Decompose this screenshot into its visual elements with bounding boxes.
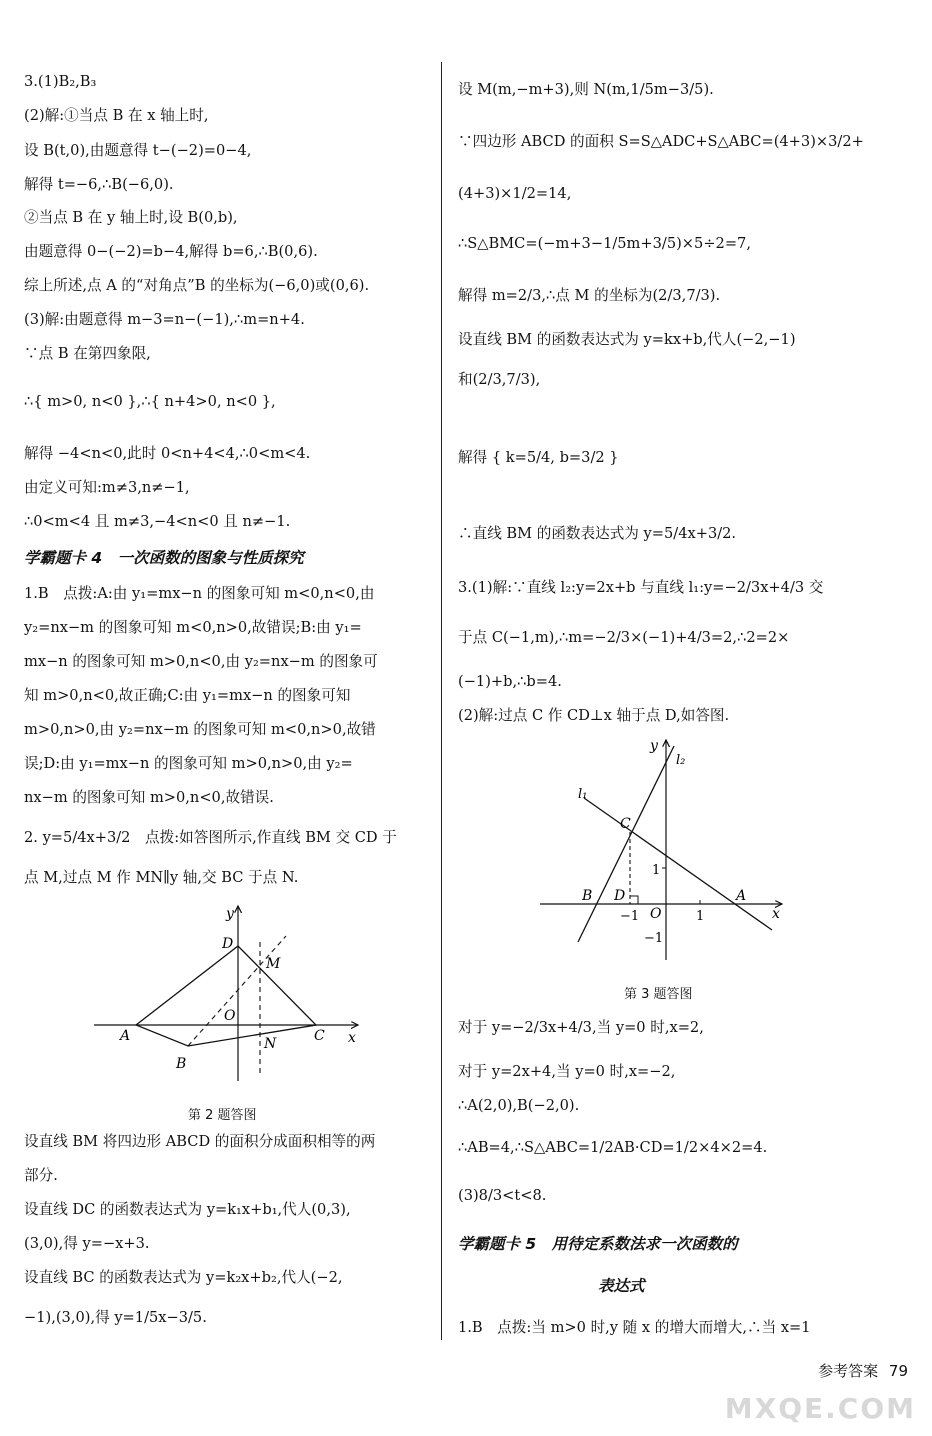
fig2-label: N: [264, 1036, 277, 1052]
section-title: 学霸题卡 4 一次函数的图象与性质探究: [24, 549, 304, 567]
text-line: (2)解:过点 C 作 CD⊥x 轴于点 D,如答图.: [458, 707, 730, 724]
text-line: 解得 −4<n<0,此时 0<n+4<4,∴0<m<4.: [24, 445, 311, 462]
fig3-label: x: [772, 906, 780, 922]
fig3-label: 1: [696, 909, 705, 924]
text-line: 于点 C(−1,m),∴m=−2/3×(−1)+4/3=2,∴2=2×: [458, 629, 790, 646]
section-title: 学霸题卡 5 用待定系数法求一次函数的: [458, 1235, 738, 1253]
fig2-label: M: [266, 956, 281, 972]
fig3-label: B: [582, 888, 593, 904]
fig2-label: x: [348, 1030, 356, 1046]
fig2-label: B: [176, 1056, 187, 1072]
text-line: (3,0),得 y=−x+3.: [24, 1235, 150, 1252]
text-line: ∴S△BMC=(−m+3−1/5m+3/5)×5÷2=7,: [458, 235, 751, 252]
text-line: 知 m>0,n<0,故正确;C:由 y₁=mx−n 的图象可知: [24, 687, 351, 704]
footer-label: 参考答案: [818, 1362, 879, 1380]
text-line: 对于 y=−2/3x+4/3,当 y=0 时,x=2,: [458, 1019, 704, 1036]
section-title-cont: 表达式: [598, 1277, 645, 1295]
fig3-label: −1: [620, 909, 640, 924]
text-line: ∴AB=4,∴S△ABC=1/2AB·CD=1/2×4×2=4.: [458, 1139, 768, 1156]
text-line: (−1)+b,∴b=4.: [458, 673, 562, 690]
watermark: MXQE.COM: [724, 1392, 916, 1425]
fig3-label: 1: [652, 863, 661, 878]
fig3-label: l₂: [676, 753, 686, 768]
fig3-label: C: [620, 816, 631, 832]
text-line: ∴直线 BM 的函数表达式为 y=5/4x+3/2.: [458, 525, 737, 542]
text-line: nx−m 的图象可知 m>0,n<0,故错误.: [24, 789, 274, 806]
text-line: 2. y=5/4x+3/2 点拨:如答图所示,作直线 BM 交 CD 于: [24, 829, 397, 846]
text-line: 设直线 DC 的函数表达式为 y=k₁x+b₁,代人(0,3),: [24, 1201, 351, 1218]
figure-2-diagram: [90, 896, 370, 1086]
text-line: 设直线 BM 的函数表达式为 y=kx+b,代人(−2,−1): [458, 331, 796, 348]
text-line: y₂=nx−m 的图象可知 m<0,n>0,故错误;B:由 y₁=: [24, 619, 362, 636]
quadrilateral-abcd: [136, 946, 316, 1046]
text-line: mx−n 的图象可知 m>0,n<0,由 y₂=nx−m 的图象可: [24, 653, 378, 670]
text-line: 1.B 点拨:当 m>0 时,y 随 x 的增大而增大,∴当 x=1: [458, 1319, 811, 1336]
text-line: ∵四边形 ABCD 的面积 S=S△ADC+S△ABC=(4+3)×3/2+: [458, 133, 864, 150]
text-line: m>0,n>0,由 y₂=nx−m 的图象可知 m<0,n>0,故错: [24, 721, 376, 738]
fig2-label: D: [222, 936, 234, 952]
fig2-label: C: [314, 1028, 325, 1044]
text-line: ∴A(2,0),B(−2,0).: [458, 1097, 580, 1114]
fig3-label: l₁: [578, 787, 588, 802]
right-angle-mark: [630, 896, 638, 904]
column-divider: [441, 62, 442, 1340]
page-number: 79: [888, 1362, 908, 1380]
fig3-label: D: [614, 888, 626, 904]
text-line: 设 M(m,−m+3),则 N(m,1/5m−3/5).: [458, 81, 714, 98]
text-line: 解得 { k=5/4, b=3/2 }: [458, 449, 619, 466]
text-line: ②当点 B 在 y 轴上时,设 B(0,b),: [24, 209, 238, 226]
text-line: 3.(1)B₂,B₃: [24, 73, 97, 90]
line-bm: [188, 936, 286, 1046]
text-line: (3)8/3<t<8.: [458, 1187, 547, 1204]
page-footer: [818, 1360, 908, 1381]
text-line: ∴0<m<4 且 m≠3,−4<n<0 且 n≠−1.: [24, 513, 291, 530]
text-line: 误;D:由 y₁=mx−n 的图象可知 m>0,n>0,由 y₂=: [24, 755, 353, 772]
text-line: (2)解:①当点 B 在 x 轴上时,: [24, 107, 209, 124]
fig3-label: A: [736, 888, 747, 904]
fig2-label: y: [226, 906, 234, 922]
text-line: ∴{ m>0, n<0 },∴{ n+4>0, n<0 },: [24, 393, 276, 410]
figure-3-caption: 第 3 题答图: [624, 987, 693, 1002]
text-line: −1),(3,0),得 y=1/5x−3/5.: [24, 1309, 207, 1326]
text-line: 解得 t=−6,∴B(−6,0).: [24, 176, 174, 193]
text-line: 解得 m=2/3,∴点 M 的坐标为(2/3,7/3).: [458, 287, 721, 304]
text-line: 部分.: [24, 1167, 58, 1184]
text-line: (4+3)×1/2=14,: [458, 185, 572, 202]
fig3-label: −1: [644, 931, 664, 946]
fig3-label: O: [650, 906, 662, 922]
figure-3-diagram: [536, 734, 796, 966]
fig2-label: O: [224, 1008, 236, 1024]
text-line: (3)解:由题意得 m−3=n−(−1),∴m=n+4.: [24, 311, 305, 328]
text-line: 和(2/3,7/3),: [458, 371, 541, 388]
text-line: ∵点 B 在第四象限,: [24, 345, 151, 362]
line-l1: [584, 798, 772, 930]
text-line: 点 M,过点 M 作 MN∥y 轴,交 BC 于点 N.: [24, 869, 299, 886]
text-line: 设直线 BC 的函数表达式为 y=k₂x+b₂,代人(−2,: [24, 1269, 343, 1286]
text-line: 1.B 点拨:A:由 y₁=mx−n 的图象可知 m<0,n<0,由: [24, 585, 375, 602]
text-line: 由题意得 0−(−2)=b−4,解得 b=6,∴B(0,6).: [24, 243, 318, 260]
text-line: 由定义可知:m≠3,n≠−1,: [24, 479, 190, 496]
fig3-label: y: [650, 738, 658, 754]
text-line: 3.(1)解:∵直线 l₂:y=2x+b 与直线 l₁:y=−2/3x+4/3 交: [458, 579, 824, 596]
text-line: 对于 y=2x+4,当 y=0 时,x=−2,: [458, 1063, 676, 1080]
fig2-label: A: [120, 1028, 131, 1044]
figure-2-caption: 第 2 题答图: [188, 1108, 257, 1123]
text-line: 设 B(t,0),由题意得 t−(−2)=0−4,: [24, 142, 252, 159]
text-line: 综上所述,点 A 的“对角点”B 的坐标为(−6,0)或(0,6).: [24, 277, 370, 294]
text-line: 设直线 BM 将四边形 ABCD 的面积分成面积相等的两: [24, 1133, 376, 1150]
